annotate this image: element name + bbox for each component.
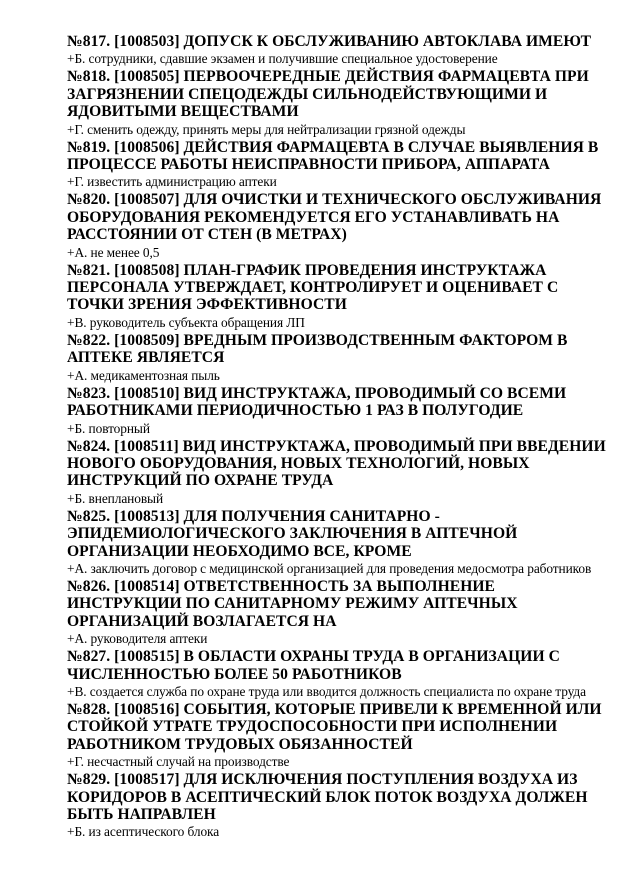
question-819: №819. [1008506] ДЕЙСТВИЯ ФАРМАЦЕВТА В СЛУЧАЕ ВЫЯВЛЕНИЯ В ПРОЦЕССЕ РАБОТЫ НЕИСПРАВНОСТИ ПРИБОРА, АППАРАТА xyxy=(67,138,599,174)
question-820: №820. [1008507] ДЛЯ ОЧИСТКИ И ТЕХНИЧЕСКОГО ОБСЛУЖИВАНИЯ ОБОРУДОВАНИЯ РЕКОМЕНДУЕТСЯ ЕГО УСТАНАВЛИВАТЬ НА РАССТОЯНИИ ОТ СТЕН (В МЕТРАХ) xyxy=(67,191,602,244)
question-818: №818. [1008505] ПЕРВООЧЕРЕДНЫЕ ДЕЙСТВИЯ ФАРМАЦЕВТА ПРИ ЗАГРЯЗНЕНИИ СПЕЦОДЕЖДЫ СИЛЬНОДЕЙСТВУЮЩИМИ И ЯДОВИТЫМИ ВЕЩЕСТВАМИ xyxy=(67,68,589,121)
question-826: №826. [1008514] ОТВЕТСТВЕННОСТЬ ЗА ВЫПОЛНЕНИЕ ИНСТРУКЦИИ ПО САНИТАРНОМУ РЕЖИМУ АПТЕЧНЫХ ОРГАНИЗАЦИЙ ВОЗЛАГАЕТСЯ НА xyxy=(67,577,518,630)
answer-827: +В. создается служба по охране труда или вводится должность специалиста по охране труда xyxy=(67,683,586,699)
question-824: №824. [1008511] ВИД ИНСТРУКТАЖА, ПРОВОДИМЫЙ ПРИ ВВЕДЕНИИ НОВОГО ОБОРУДОВАНИЯ, НОВЫХ ТЕХНОЛОГИЙ, НОВЫХ ИНСТРУКЦИЙ ПО ОХРАНЕ ТРУДА xyxy=(67,437,606,490)
answer-818: +Г. сменить одежду, принять меры для нейтрализации грязной одежды xyxy=(67,121,466,137)
answer-822: +А. медикаментозная пыль xyxy=(67,367,220,383)
question-list xyxy=(67,33,607,841)
question-827: №827. [1008515] В ОБЛАСТИ ОХРАНЫ ТРУДА В ОРГАНИЗАЦИИ С ЧИСЛЕННОСТЬЮ БОЛЕЕ 50 РАБОТНИКОВ xyxy=(67,648,560,683)
answer-824: +Б. внеплановый xyxy=(67,490,164,506)
answer-825: +А. заключить договор с медицинской организацией для проведения медосмотра работников xyxy=(67,560,592,576)
answer-829: +Б. из асептического блока xyxy=(67,824,220,840)
answer-820: +А. не менее 0,5 xyxy=(67,244,160,260)
answer-819: +Г. известить администрацию аптеки xyxy=(67,174,277,190)
answer-828: +Г. несчастный случай на производстве xyxy=(67,754,290,770)
question-821: №821. [1008508] ПЛАН-ГРАФИК ПРОВЕДЕНИЯ ИНСТРУКТАЖА ПЕРСОНАЛА УТВЕРЖДАЕТ, КОНТРОЛИРУЕТ И ОЦЕНИВАЕТ С ТОЧКИ ЗРЕНИЯ ЭФФЕКТИВНОСТИ xyxy=(67,261,559,314)
question-829: №829. [1008517] ДЛЯ ИСКЛЮЧЕНИЯ ПОСТУПЛЕНИЯ ВОЗДУХА ИЗ КОРИДОРОВ В АСЕПТИЧЕСКИЙ БЛОК ПОТОК ВОЗДУХА ДОЛЖЕН БЫТЬ НАПРАВЛЕН xyxy=(67,771,588,823)
question-823: №823. [1008510] ВИД ИНСТРУКТАЖА, ПРОВОДИМЫЙ СО ВСЕМИ РАБОТНИКАМИ ПЕРИОДИЧНОСТЬЮ 1 РАЗ В ПОЛУГОДИЕ xyxy=(67,384,567,420)
answer-821: +В. руководитель субъекта обращения ЛП xyxy=(67,314,305,330)
answer-817: +Б. сотрудники, сдавшие экзамен и получившие специальное удостоверение xyxy=(67,51,498,67)
question-822: №822. [1008509] ВРЕДНЫМ ПРОИЗВОДСТВЕННЫМ ФАКТОРОМ В АПТЕКЕ ЯВЛЯЕТСЯ xyxy=(67,331,568,367)
question-817: №817. [1008503] ДОПУСК К ОБСЛУЖИВАНИЮ АВТОКЛАВА ИМЕЮТ xyxy=(67,33,592,50)
question-825: №825. [1008513] ДЛЯ ПОЛУЧЕНИЯ САНИТАРНО - ЭПИДЕМИОЛОГИЧЕСКОГО ЗАКЛЮЧЕНИЯ В АПТЕЧНОЙ ОРГАНИЗАЦИИ НЕОБХОДИМО ВСЕ, КРОМЕ xyxy=(67,507,518,560)
question-828: №828. [1008516] СОБЫТИЯ, КОТОРЫЕ ПРИВЕЛИ К ВРЕМЕННОЙ ИЛИ СТОЙКОЙ УТРАТЕ ТРУДОСПОСОБНОСТИ ПРИ ИСПОЛНЕНИИ РАБОТНИКОМ ТРУДОВЫХ ОБЯЗАННОСТЕЙ xyxy=(67,700,602,753)
answer-826: +А. руководителя аптеки xyxy=(67,631,208,647)
answer-823: +Б. повторный xyxy=(67,420,150,436)
